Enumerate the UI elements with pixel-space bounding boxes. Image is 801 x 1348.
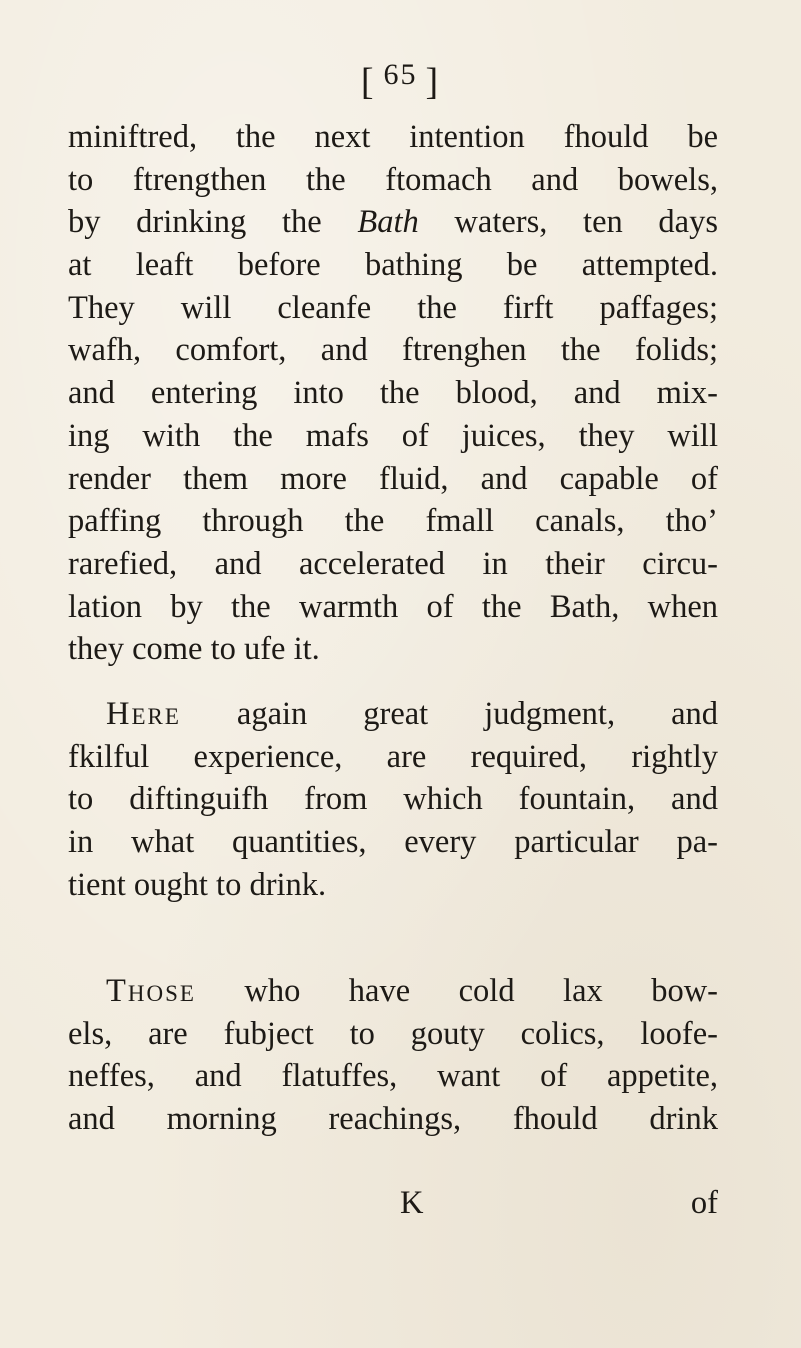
text-line: and entering into the blood, and mix- bbox=[68, 375, 718, 412]
text-line: ing with the mafs of juices, they will bbox=[68, 417, 718, 454]
paragraph-3 bbox=[68, 970, 718, 1141]
text-line: and morning reachings, fhould drink bbox=[68, 1101, 718, 1138]
paragraph-2 bbox=[68, 693, 718, 906]
page-footer bbox=[68, 1182, 718, 1224]
text-line: to ftrengthen the ftomach and bowels, bbox=[68, 161, 718, 198]
text-line: at leaft before bathing be attempted. bbox=[68, 247, 718, 284]
text-line: by drinking the Bath waters, ten days bbox=[68, 204, 718, 241]
text-line: rarefied, and accelerated in their circu- bbox=[68, 545, 718, 582]
catchword: of bbox=[690, 1185, 718, 1221]
lead-word: Those bbox=[106, 973, 196, 1009]
italic-word: Bath bbox=[357, 204, 419, 241]
text-line: tient ought to drink. bbox=[68, 866, 327, 903]
page-header bbox=[0, 58, 801, 104]
text-line: Those who have cold lax bow- bbox=[106, 973, 718, 1009]
text-line: els, are fubject to gouty colics, loofe- bbox=[68, 1015, 718, 1052]
text-line: They will cleanfe the firft paffages; bbox=[68, 289, 718, 326]
text-line: wafh, comfort, and ftrenghen the folids; bbox=[68, 332, 718, 369]
text-line: miniftred, the next intention fhould be bbox=[68, 119, 718, 155]
bracket-close: ] bbox=[425, 61, 441, 103]
text-line: neffes, and flatuffes, want of appetite, bbox=[68, 1058, 718, 1095]
text-line: in what quantities, every particular pa- bbox=[68, 824, 718, 861]
text-line: to diftinguifh from which fountain, and bbox=[68, 781, 718, 818]
page-number: 65 bbox=[383, 58, 418, 91]
signature-mark: K bbox=[400, 1185, 424, 1221]
bracket-open: [ bbox=[360, 61, 376, 103]
text-line: paffing through the fmall canals, tho’ bbox=[68, 503, 718, 540]
lead-word: Here bbox=[106, 696, 181, 732]
paragraph-1 bbox=[68, 116, 718, 671]
text-line: render them more fluid, and capable of bbox=[68, 460, 718, 497]
text-line: they come to ufe it. bbox=[68, 631, 320, 668]
text-line: lation by the warmth of the Bath, when bbox=[68, 588, 718, 625]
text-line: Here again great judgment, and bbox=[106, 696, 718, 732]
text-line: fkilful experience, are required, rightly bbox=[68, 738, 718, 775]
